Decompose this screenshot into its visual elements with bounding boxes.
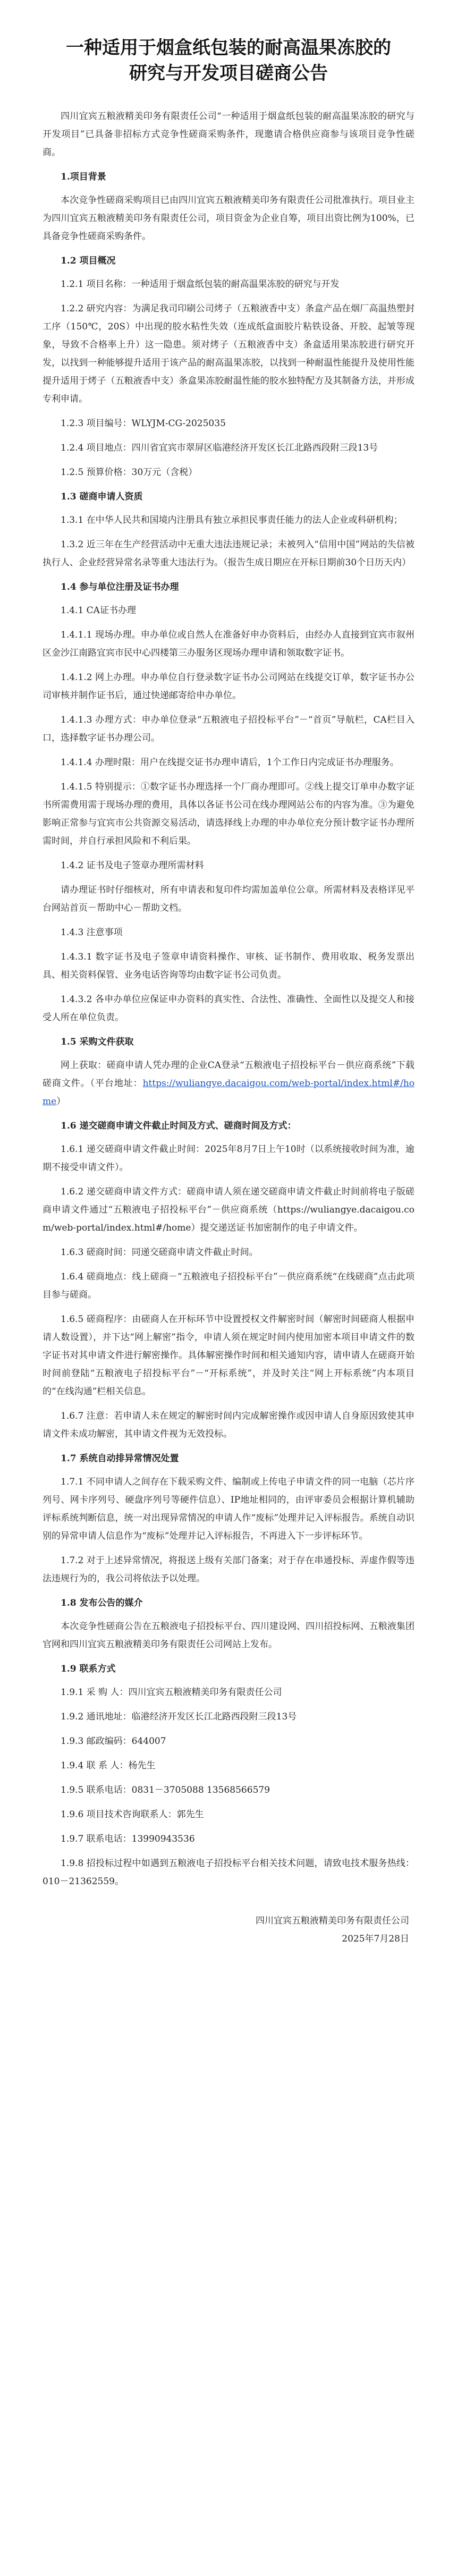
paragraph: 1.3.1 在中华人民共和国境内注册具有独立承担民事责任能力的法人企业或科研机构； [61, 515, 403, 526]
paragraph: 1.2.5 预算价格：30万元（含税） [61, 467, 198, 478]
section-heading-registration: 1.4 参与单位注册及证书办理 [61, 582, 179, 592]
paragraph: 1.4.1.4 办理时限：用户在线提交证书办理申请后，1个工作日内完成证书办理服务。 [61, 757, 399, 768]
paragraph: 1.2.4 项目地点：四川省宜宾市翠屏区临港经济开发区长江北路西段附三段13号 [61, 443, 378, 453]
paragraph: 本次竞争性磋商公告在五粮液电子招投标平台、四川建设网、四川招投标网、五粮液集团官网和四川宜宾五粮液精美印务有限责任公司网站上发布。 [43, 1621, 414, 1650]
paragraph: 请办理证书时仔细核对，所有申请表和复印件均需加盖单位公章。所需材料及表格详见平台网站首页－帮助中心－帮助文档。 [43, 885, 414, 913]
contact-line: 1.9.4 联 系 人：杨先生 [61, 1760, 156, 1771]
section-heading-qualification: 1.3 磋商申请人资质 [61, 492, 143, 502]
paragraph: 1.2.3 项目编号：WLYJM-CG-2025035 [61, 418, 226, 429]
paragraph: 1.4.3.1 数字证书及电子签章申请资料操作、审核、证书制作、费用收取、税务发票出具、相关资料保管、业务电话咨询等均由数字证书公司负责。 [43, 952, 414, 980]
contact-line: 1.9.5 联系电话：0831－3705088 13568566579 [61, 1785, 270, 1795]
paragraph: 1.3.2 近三年在生产经营活动中无重大违法违规记录；未被列入“信用中国”网站的失信被执行人、企业经营异常名录等重大违法行为。（报告生成日期应在开标日期前30个日历天内） [43, 539, 414, 568]
signing-company: 四川宜宾五粮液精美印务有限责任公司 [256, 1916, 409, 1926]
paragraph-text: 网上获取：磋商申请人凭办理的企业CA登录“五粮液电子招投标平台－供应商系统”下载磋商文件。（平台地址： [43, 1060, 414, 1089]
paragraph: 1.7.2 对于上述异常情况，将报送上级有关部门备案；对于存在串通投标、弄虚作假等违法违规行为的，我公司将依法予以处理。 [43, 1555, 414, 1584]
section-heading-contact: 1.9 联系方式 [61, 1664, 116, 1674]
paragraph: 1.4.1.5 特别提示：①数字证书办理选择一个厂商办理即可。②线上提交订单申办数字证书所需费用需于现场办理的费用，具体以各证书公司在线办理网站公布的内容为准。③为避免影响正常参与宜宾市公共资源交易活动，请选择线上办理的申办单位充分预计数字证书办理所需时间，并自行承担风险和不利后果。 [43, 782, 414, 846]
paragraph: 1.6.5 磋商程序：由磋商人在开标环节中设置授权文件解密时间（解密时间磋商人根据申请人数设置），并下达“网上解密”指令，申请人须在规定时间内使用加密本项目申请文件的数字证书对其申请文件进行解密操作。具体解密操作时间和相关通知内容，请申请人在磋商开始时间前登陆“五粮液电子招投标平台”－“开标系统”，并及时关注“网上开标系统”内本项目的“在线沟通”栏相关信息。 [43, 1314, 414, 1397]
paragraph: 1.6.2 递交磋商申请文件方式：磋商申请人须在递交磋商申请文件截止时间前将电子版磋商申请文件通过“五粮液电子招投标平台”－供应商系统（https://wuliangye.dacaigou.com/web-portal/index.html#/home）提交递送证书加密制作的电子申请文件。 [43, 1187, 414, 1233]
contact-line: 1.9.2 通讯地址：临港经济开发区长江北路西段附三段13号 [61, 1711, 297, 1722]
paragraph: 1.4.1.1 现场办理。申办单位或自然人在准备好申办资料后，由经办人直接到宜宾市叙州区金沙江南路宜宾市民中心四楼第三办服务区现场办理申请和领取数字证书。 [43, 630, 414, 658]
paragraph: 1.6.3 磋商时间：同递交磋商申请文件截止时间。 [61, 1247, 258, 1258]
contact-line: 1.9.3 邮政编码：644007 [61, 1736, 166, 1747]
contact-line: 1.9.8 招投标过程中如遇到五粮液电子招投标平台相关技术问题，请致电技术服务热线：010－21362559。 [43, 1858, 414, 1887]
contact-line: 1.9.6 项目技术咨询联系人：郭先生 [61, 1809, 204, 1820]
paragraph-text-end: ） [56, 1096, 66, 1107]
paragraph: 1.4.3.2 各申办单位应保证申办资料的真实性、合法性、准确性、全面性以及提交人和接受人所在单位负责。 [43, 994, 414, 1023]
paragraph: 1.4.1.3 办理方式：申办单位登录“五粮液电子招投标平台”－“首页”导航栏，CA栏目入口，选择数字证书办理公司。 [43, 715, 414, 743]
title-line-2: 研究与开发项目磋商公告 [129, 63, 328, 84]
contact-line: 1.9.7 联系电话：13990943536 [61, 1834, 195, 1844]
signature-block [43, 1912, 414, 1948]
section-heading-media: 1.8 发布公告的媒介 [61, 1598, 143, 1608]
section-heading-project-background: 1.项目背景 [61, 172, 106, 182]
paragraph: 本次竞争性磋商采购项目已由四川宜宾五粮液精美印务有限责任公司批准执行。项目业主为四川宜宾五粮液精美印务有限责任公司，项目资金为企业自筹，项目出资比例为100%，已具备竞争性磋商采购条件。 [43, 195, 414, 242]
platform-link[interactable]: https://wuliangye.dacaigou.com/web-portal/index.html#/home [43, 1078, 414, 1107]
page-title [43, 35, 414, 86]
paragraph: 1.4.1 CA证书办理 [61, 605, 136, 616]
paragraph: 1.4.2 证书及电子签章办理所需材料 [61, 860, 204, 871]
paragraph: 1.6.7 注意：若申请人未在规定的解密时间内完成解密操作或因申请人自身原因致使其申请文件未成功解密，其申请文件视为无效投标。 [43, 1411, 414, 1439]
paragraph-with-link [43, 1056, 414, 1111]
section-heading-exception-handling: 1.7 系统自动排异常情况处置 [61, 1453, 179, 1464]
paragraph: 1.7.1 不同申请人之间存在下载采购文件、编制或上传电子申请文件的同一电脑（芯片序列号、网卡序列号、硬盘序列号等硬件信息）、IP地址相同的，由评审委员会根据计算机辅助评标系统判断信息，统一对出现异常情况的申请人作“废标”处理并记入评标报告。系统自动识别的异常申请人信息作为“废标”处理并记入评标报告，不再进入下一步评标环节。 [43, 1477, 414, 1541]
section-heading-project-overview: 1.2 项目概况 [61, 256, 116, 266]
paragraph: 1.2.2 研究内容：为满足我司印刷公司烤子（五粮液香中支）条盒产品在烟厂高温热塑封工序（150℃，20S）中出现的胶水粘性失效（连成纸盒面胶片粘铁设备、开胶、起皱等现象，导致不合格率上升）这一隐患。须对烤子（五粮液香中支）条盒适用果冻胶进行研究开发，以找到一种能够提升适用于该产品的耐高温果冻胶，以找到一种耐温性能提升及使用性能提升适用于烤子（五粮液香中支）条盒果冻胶耐温性能的胶水独特配方及其制备方法，并形成专利申请。 [43, 303, 414, 404]
section-heading-document-acquisition: 1.5 采购文件获取 [61, 1037, 134, 1047]
paragraph: 1.4.1.2 网上办理。申办单位自行登录数字证书办公司网站在线提交订单，数字证书办公司审核并制作证书后，通过快递邮寄给申办单位。 [43, 672, 414, 701]
paragraph: 1.6.1 递交磋商申请文件截止时间：2025年8月7日上午10时（以系统接收时间为准，逾期不接受申请文件）。 [43, 1144, 414, 1173]
title-line-1: 一种适用于烟盒纸包装的耐高温果冻胶的 [66, 37, 391, 58]
paragraph: 1.4.3 注意事项 [61, 927, 123, 938]
contact-line: 1.9.1 采 购 人：四川宜宾五粮液精美印务有限责任公司 [61, 1687, 282, 1698]
section-heading-submission: 1.6 递交磋商申请文件截止时间及方式、磋商时间及方式： [61, 1121, 297, 1131]
paragraph: 1.6.4 磋商地点：线上磋商－“五粮液电子招投标平台”－供应商系统“在线磋商”点击此项目参与磋商。 [43, 1272, 414, 1300]
paragraph: 1.2.1 项目名称：一种适用于烟盒纸包装的耐高温果冻胶的研究与开发 [61, 279, 340, 290]
signing-date: 2025年7月28日 [342, 1934, 409, 1944]
intro-paragraph: 四川宜宾五粮液精美印务有限责任公司“一种适用于烟盒纸包装的耐高温果冻胶的研究与开发项目”已具备非招标方式竞争性磋商采购条件，现邀请合格供应商参与该项目竞争性磋商。 [43, 111, 414, 158]
